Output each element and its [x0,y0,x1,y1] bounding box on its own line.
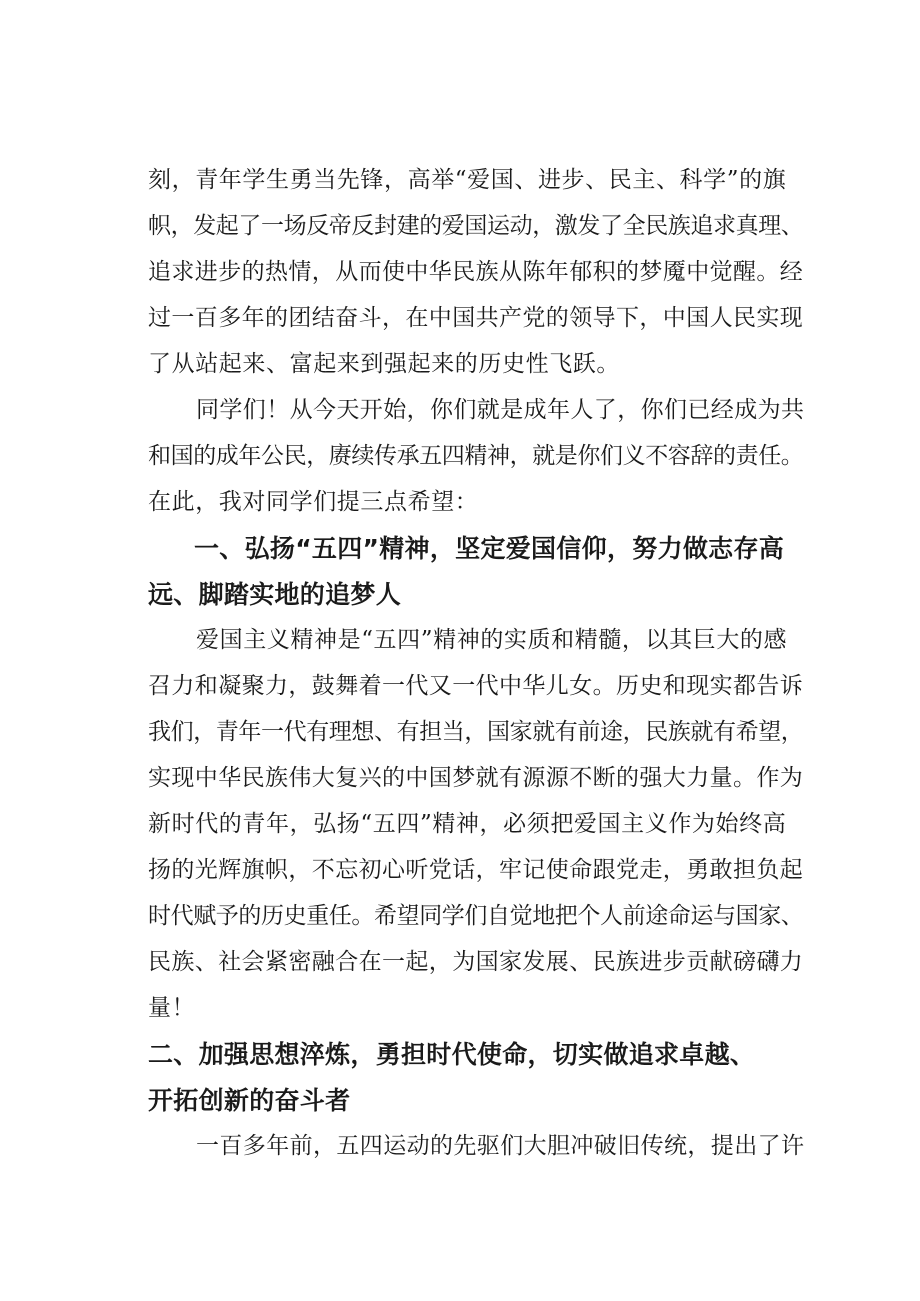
paragraph-line: 在此，我对同学们提三点希望： [148,489,479,515]
paragraph-line: 帜，发起了一场反帝反封建的爱国运动，激发了全民族追求真理、 [148,213,804,239]
paragraph-line: 爱国主义精神是“五四”精神的实质和精髓，以其巨大的感 [196,627,788,653]
paragraph-line: 民族、社会紧密融合在一起，为国家发展、民族进步贡献磅礴力 [148,949,804,975]
heading-line: 远、脚踏实地的追梦人 [148,580,402,609]
paragraph-line: 我们，青年一代有理想、有担当，国家就有前途，民族就有希望， [148,719,804,745]
paragraph-line: 新时代的青年，弘扬“五四”精神，必须把爱国主义作为始终高 [148,811,787,837]
paragraph-line: 一百多年前，五四运动的先驱们大胆冲破旧传统，提出了许 [196,1133,805,1159]
paragraph-line: 追求进步的热情，从而使中华民族从陈年郁积的梦魇中觉醒。经 [148,259,804,285]
heading-line: 一、弘扬“五四”精神，坚定爱国信仰，努力做志存高 [194,534,785,563]
paragraph-line: 过一百多年的团结奋斗，在中国共产党的领导下，中国人民实现 [148,305,804,331]
paragraph-line: 和国的成年公民，赓续传承五四精神，就是你们义不容辞的责任。 [148,443,804,469]
paragraph-line: 扬的光辉旗帜，不忘初心听党话，牢记使命跟党走，勇敢担负起 [148,857,804,883]
heading-line: 开拓创新的奋斗者 [148,1086,351,1115]
paragraph-line: 同学们！从今天开始，你们就是成年人了，你们已经成为共 [196,397,805,423]
paragraph-line: 实现中华民族伟大复兴的中国梦就有源源不断的强大力量。作为 [148,765,804,791]
paragraph-line: 召力和凝聚力，鼓舞着一代又一代中华儿女。历史和现实都告诉 [148,673,804,699]
paragraph-line: 时代赋予的历史重任。希望同学们自觉地把个人前途命运与国家、 [148,903,804,929]
heading-line: 二、加强思想淬炼，勇担时代使命，切实做追求卓越、 [148,1040,756,1069]
paragraph-line: 量！ [148,995,196,1021]
paragraph-line: 刻，青年学生勇当先锋，高举“爱国、进步、民主、科学”的旗 [148,167,787,193]
paragraph-line: 了从站起来、富起来到强起来的历史性飞跃。 [148,351,620,377]
